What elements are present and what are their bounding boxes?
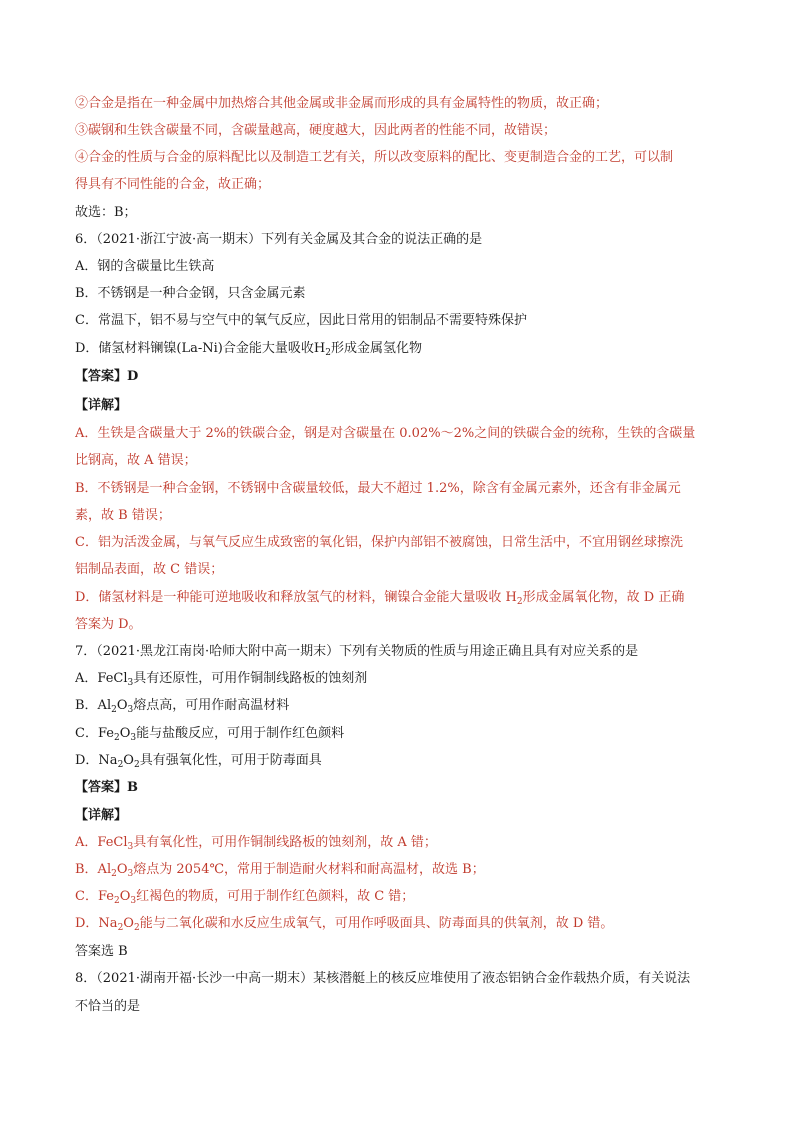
q6-explanation-d: D．储氢材料是一种能可逆地吸收和释放氢气的材料，镧镍合金能大量吸收 $H_2$形成金属氧化物，故 D 正确 xyxy=(75,590,685,607)
q8-stem-line-1: 8．（2021·湖南开福·长沙一中高一期末）某核潜艇上的核反应堆使用了液态铝钠合金作载热介质，有关说法 xyxy=(75,971,691,986)
q6-explanation-b-line-2: 素，故 B 错误； xyxy=(75,508,171,523)
q7-option-b: B．$Al_2O_3$熔点高，可用作耐高温材料 xyxy=(75,698,290,715)
q6-explanation-c-line-2: 铝制品表面，故 C 错误； xyxy=(75,562,224,577)
q6-explanation-c-line-1: C．铝为活泼金属，与氧气反应生成致密的氧化铝，保护内部铝不被腐蚀，日常生活中，不宜用钢丝球擦洗 xyxy=(75,535,683,550)
q6-option-b: B．不锈钢是一种合金钢，只含金属元素 xyxy=(75,286,306,301)
prev-answer-item-4-line-1: ④合金的性质与合金的原料配比以及制造工艺有关，所以改变原料的配比、变更制造合金的工艺，可以制 xyxy=(75,150,674,165)
q7-explanation-d: D．$Na_2O_2$能与二氧化碳和水反应生成氧气，可用作呼吸面具、防毒面具的供氧剂，故 D 错。 xyxy=(75,916,614,933)
q6-option-a: A．钢的含碳量比生铁高 xyxy=(75,259,215,274)
q7-explanation-a: A．FeCl$_3$具有氧化性，可用作铜制线路板的蚀刻剂，故 A 错； xyxy=(75,835,437,852)
q6-explanation-b-line-1: B．不锈钢是一种合金钢，不锈钢中含碳量较低，最大不超过 1.2%，除含有金属元素外，还含有非金属元 xyxy=(75,481,681,496)
prev-answer-item-4-line-2: 得具有不同性能的合金，故正确； xyxy=(75,177,271,192)
q6-detail-label: 【详解】 xyxy=(75,398,128,413)
q6-conclusion: 答案为 D。 xyxy=(75,617,142,632)
q6-stem: 6．（2021·浙江宁波·高一期末）下列有关金属及其合金的说法正确的是 xyxy=(75,232,483,247)
q7-option-a: A．FeCl$_3$具有还原性，可用作铜制线路板的蚀刻剂 xyxy=(75,671,368,688)
q6-explanation-a-line-1: A．生铁是含碳量大于 2%的铁碳合金，钢是对含碳量在 0.02%～2%之间的铁碳合金的统称，生铁的含碳量 xyxy=(75,426,696,441)
q8-stem-line-2: 不恰当的是 xyxy=(75,999,141,1014)
prev-answer-item-2: ②合金是指在一种金属中加热熔合其他金属或非金属而形成的具有金属特性的物质，故正确； xyxy=(75,96,609,111)
q7-option-c: C．$Fe_2O_3$能与盐酸反应，可用于制作红色颜料 xyxy=(75,726,345,743)
q7-conclusion: 答案选 B xyxy=(75,944,128,959)
q7-explanation-b: B．$Al_2O_3$熔点为 2054℃，常用于制造耐火材料和耐高温材，故选 B； xyxy=(75,862,485,879)
q6-option-c: C．常温下，铝不易与空气中的氧气反应，因此日常用的铝制品不需要特殊保护 xyxy=(75,313,527,328)
prev-answer-choice: 故选：B； xyxy=(75,205,137,220)
q6-answer: 【答案】D xyxy=(75,369,139,384)
q6-option-d: D．储氢材料镧镍(La-Ni)合金能大量吸收$H_2$形成金属氢化物 xyxy=(75,341,422,358)
prev-answer-item-3: ③碳钢和生铁含碳量不同，含碳量越高，硬度越大，因此两者的性能不同，故错误； xyxy=(75,123,557,138)
q7-stem: 7．（2021·黑龙江南岗·哈师大附中高一期末）下列有关物质的性质与用途正确且具有对应关系的是 xyxy=(75,644,639,659)
q7-explanation-c: C．$Fe_2O_3$红褐色的物质，可用于制作红色颜料，故 C 错； xyxy=(75,889,415,906)
q7-option-d: D．$Na_2O_2$具有强氧化性，可用于防毒面具 xyxy=(75,753,322,770)
q6-explanation-a-line-2: 比钢高，故 A 错误； xyxy=(75,453,197,468)
q7-answer: 【答案】B xyxy=(75,780,138,795)
q7-detail-label: 【详解】 xyxy=(75,808,128,823)
